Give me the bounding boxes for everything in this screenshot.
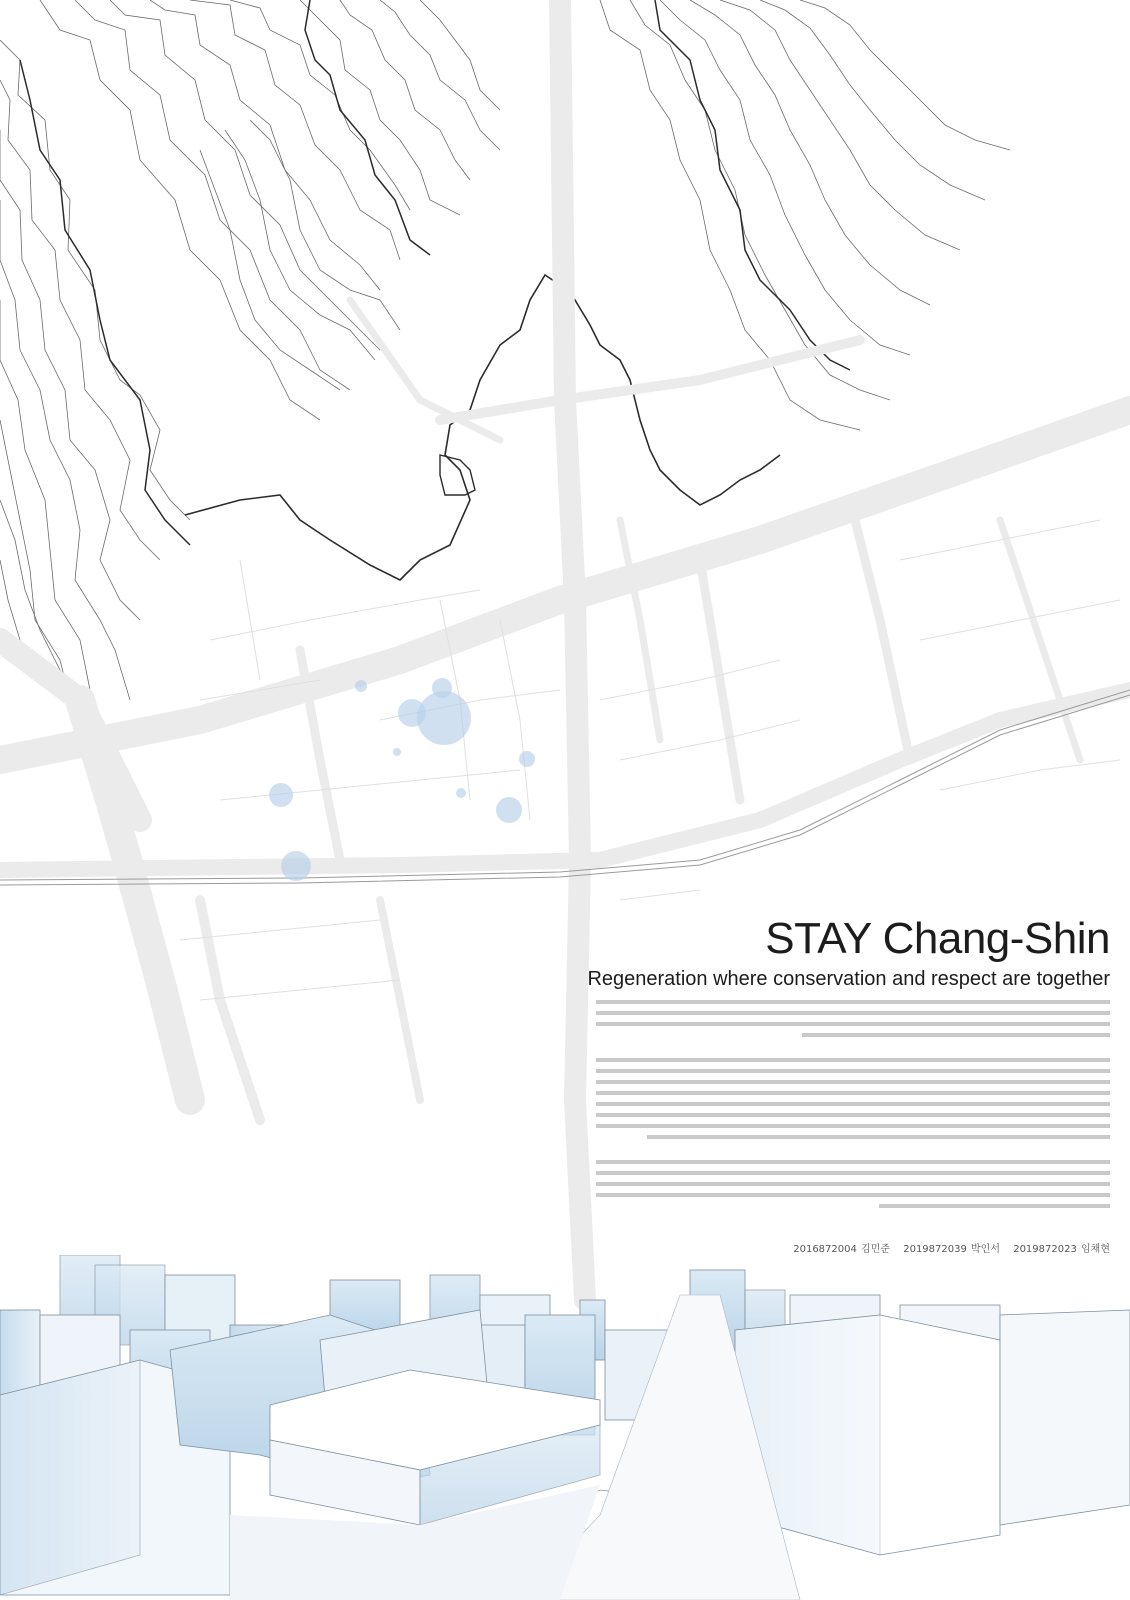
author-credit: 2019872039 박인서 xyxy=(903,1244,1001,1255)
author-credits xyxy=(793,1240,1110,1255)
author-credit: 2019872023 임채현 xyxy=(1013,1244,1110,1255)
major-contour-2 xyxy=(305,0,430,255)
site-boundary-inner xyxy=(440,455,475,495)
page-title: STAY Chang-Shin xyxy=(765,914,1110,963)
author-credit: 2016872004 김민준 xyxy=(793,1244,891,1255)
description-paragraph xyxy=(596,1058,1110,1146)
description-paragraph xyxy=(596,1000,1110,1044)
description-text xyxy=(596,1000,1110,1240)
major-contour-3 xyxy=(655,0,850,370)
description-paragraph xyxy=(596,1160,1110,1226)
major-contour xyxy=(20,60,190,545)
page-subtitle: Regeneration where conservation and respect are together xyxy=(587,968,1110,990)
contour-lines xyxy=(0,0,1010,700)
perspective-render xyxy=(0,1255,1130,1600)
